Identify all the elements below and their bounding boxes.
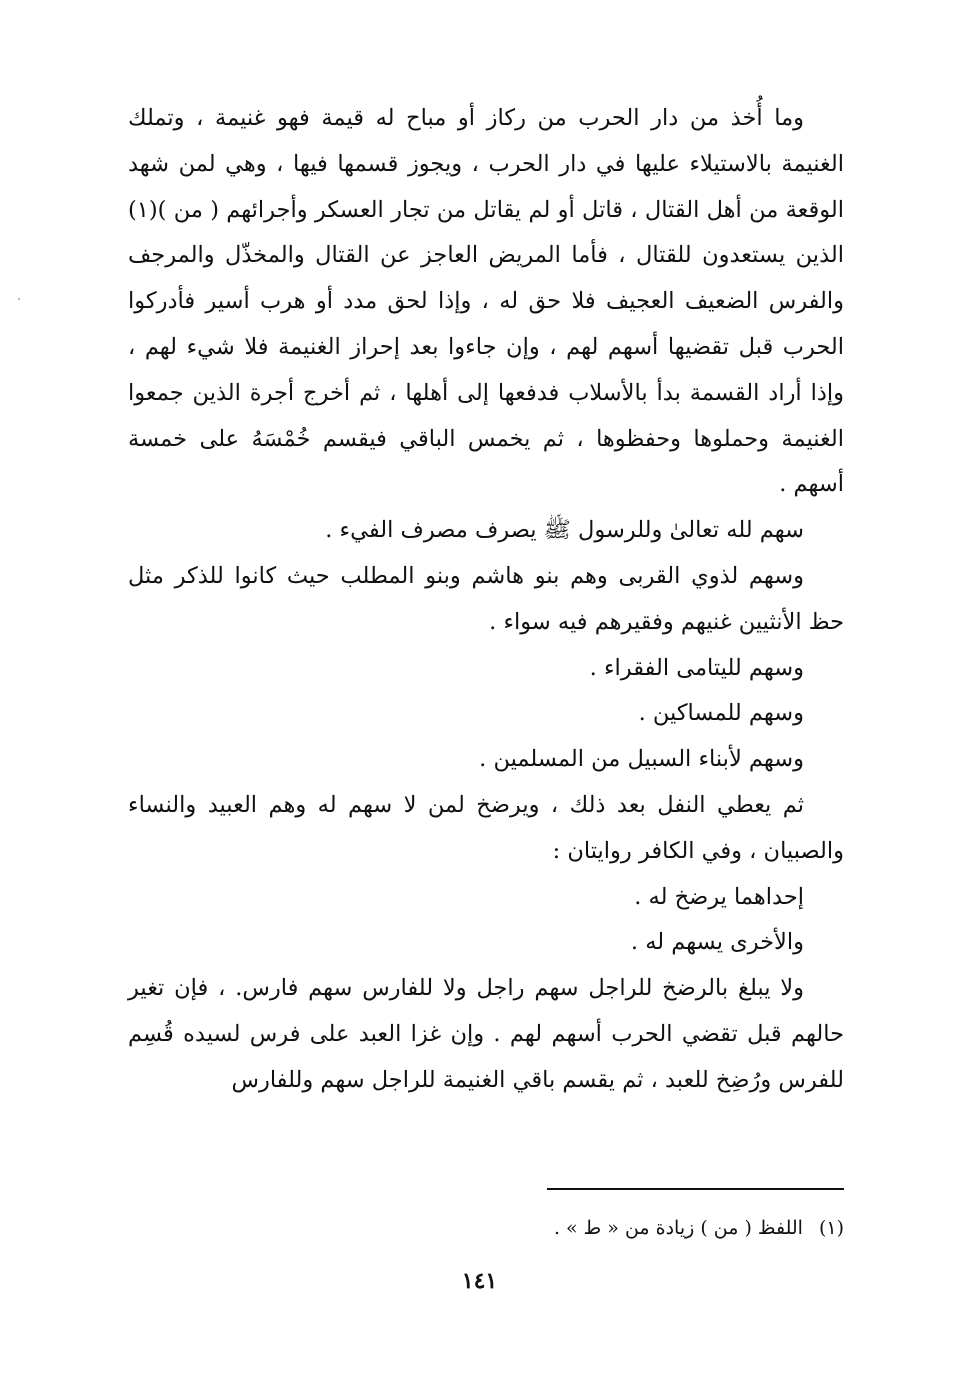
footnote-text: اللفظ ( من ) زيادة من « ط » . [553, 1217, 803, 1239]
paragraph-share-kin: وسهم لذوي القربى وهم بنو هاشم وبنو المطلب حيث كانوا للذكر مثل حظ الأنثيين غنيهم وفقيرهم فيه سواء . [128, 562, 844, 635]
paragraph-share-orphans: وسهم لليتامى الفقراء . [589, 654, 804, 681]
footnote [460, 1212, 844, 1244]
paragraph-first-narration: إحداهما يرضخ له . [634, 883, 804, 910]
paragraph-share-wayfarers: وسهم لأبناء السبيل من المسلمين . [479, 746, 804, 773]
page-number: ١٤١ [461, 1268, 498, 1294]
paragraph-booty: وما أُخذ من دار الحرب من ركاز أو مباح له قيمة فهو غنيمة ، وتملك الغنيمة بالاستيلاء عليها في دار الحرب ، ويجوز قسمها فيها ، وهي لمن شهد الوقعة من أهل القتال ، قاتل أو لم يقاتل من تجار العسكر وأجرائهم ( من )(١) الذين يستعدون للقتال ، فأما المريض العاجز عن القتال والمخذّل والمرجف والفرس الضعيف العجيف فلا حق له ، وإذا لحق مدد أو هرب أسير فأدركوا الحرب قبل تقضيها أسهم لهم ، وإن جاءوا بعد إحراز الغنيمة فلا شيء لهم ، وإذا أراد القسمة بدأ بالأسلاب فدفعها إلى أهلها ، ثم أخرج أجرة الذين جمعوا الغنيمة وحملوها وحفظوها ، ثم يخمس الباقي فيقسم خُمْسَهُ على خمسة أسهم . [128, 105, 844, 498]
paragraph-second-narration: والأخرى يسهم له . [630, 929, 804, 956]
paragraph-share-allah: سهم لله تعالىٰ وللرسول ﷺ يصرف مصرف الفيء . [325, 517, 804, 544]
paragraph-share-poor: وسهم للمساكين . [638, 700, 804, 727]
paragraph-radkh: ولا يبلغ بالرضخ للراجل سهم راجل ولا للفارس سهم فارس. ، فإن تغير حالهم قبل تقضي الحرب أسهم لهم . وإن غزا العبد على فرس لسيده قُسِم للفرس ورُضِخ للعبد ، ثم يقسم باقي الغنيمة للراجل سهم وللفارس [128, 975, 844, 1093]
paragraph-nafl: ثم يعطي النفل بعد ذلك ، ويرضخ لمن لا سهم له وهم العبيد والنساء والصبيان ، وفي الكافر روايتان : [128, 791, 844, 864]
footnote-number: (١) [818, 1217, 844, 1239]
scan-speck [18, 298, 20, 300]
footnote-divider [547, 1188, 844, 1190]
main-text [128, 96, 844, 1104]
